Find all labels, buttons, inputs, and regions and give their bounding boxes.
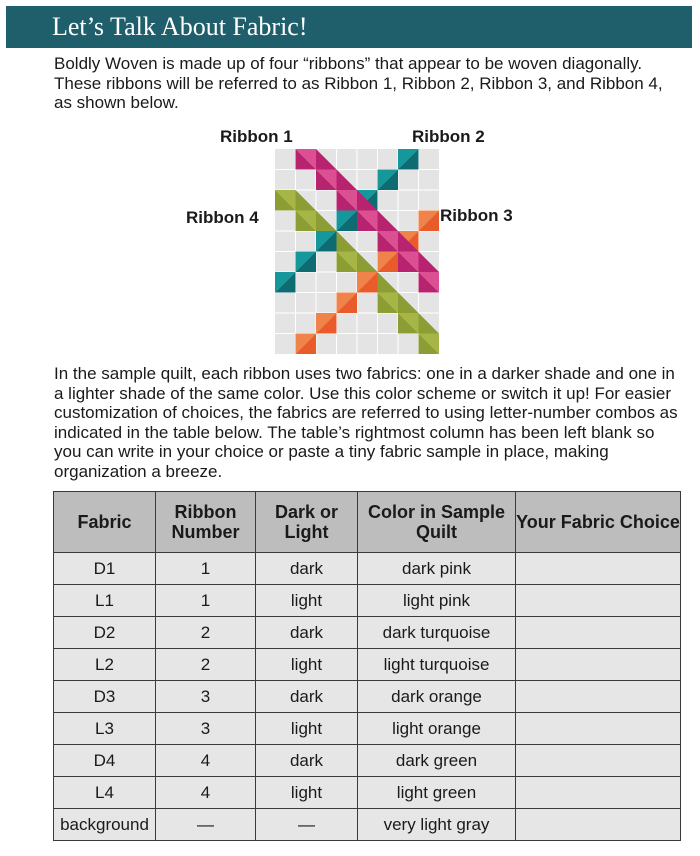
- table-row: [54, 713, 681, 745]
- cell-your-choice[interactable]: [516, 553, 681, 585]
- ribbon-2-label: Ribbon 2: [412, 127, 485, 146]
- cell-your-choice[interactable]: [516, 809, 681, 841]
- cell-your-choice[interactable]: [516, 585, 681, 617]
- cell-fabric: background: [54, 809, 156, 841]
- cell-fabric: D4: [54, 745, 156, 777]
- table-header-row: [54, 492, 681, 553]
- cell-your-choice[interactable]: [516, 681, 681, 713]
- cell-color: dark pink: [358, 553, 516, 585]
- table-row: [54, 585, 681, 617]
- cell-ribbon-number: 4: [156, 777, 256, 809]
- cell-fabric: L2: [54, 649, 156, 681]
- table-row: [54, 617, 681, 649]
- cell-your-choice[interactable]: [516, 777, 681, 809]
- cell-your-choice[interactable]: [516, 649, 681, 681]
- ribbon-1-label: Ribbon 1: [220, 127, 293, 146]
- cell-your-choice[interactable]: [516, 617, 681, 649]
- cell-ribbon-number: 4: [156, 745, 256, 777]
- header-color-in-sample: Color in Sample Quilt: [358, 492, 516, 553]
- cell-dark-or-light: —: [256, 809, 358, 841]
- intro-paragraph: Boldly Woven is made up of four “ribbons” that appear to be woven diagonally. These ribbons will be referred to as Ribbon 1, Ribbon 2, Ribbon 3, and Ribbon 4, as shown below.: [54, 54, 663, 112]
- cell-color: dark orange: [358, 681, 516, 713]
- cell-color: light orange: [358, 713, 516, 745]
- cell-fabric: D3: [54, 681, 156, 713]
- cell-fabric: L3: [54, 713, 156, 745]
- table-row: [54, 777, 681, 809]
- cell-fabric: L4: [54, 777, 156, 809]
- cell-ribbon-number: 1: [156, 585, 256, 617]
- cell-color: light green: [358, 777, 516, 809]
- cell-your-choice[interactable]: [516, 745, 681, 777]
- cell-color: dark turquoise: [358, 617, 516, 649]
- cell-ribbon-number: 1: [156, 553, 256, 585]
- table-row: [54, 809, 681, 841]
- table-row: [54, 745, 681, 777]
- cell-color: light turquoise: [358, 649, 516, 681]
- table-row: [54, 681, 681, 713]
- quilt-diagram: [275, 149, 439, 354]
- table-row: [54, 553, 681, 585]
- cell-dark-or-light: light: [256, 585, 358, 617]
- body-paragraph: In the sample quilt, each ribbon uses two fabrics: one in a darker shade and one in a lighter shade of the same color. Use this color scheme or switch it up! For easier customization of choices, the fabrics are referred to using letter-number combos as indicated in the table below. The table’s rightmost column has been left blank so you can write in your choice or paste a tiny fabric sample in place, making organization a breeze.: [54, 364, 678, 481]
- table-row: [54, 649, 681, 681]
- cell-color: dark green: [358, 745, 516, 777]
- cell-dark-or-light: light: [256, 713, 358, 745]
- header-ribbon-number: Ribbon Number: [156, 492, 256, 553]
- cell-dark-or-light: light: [256, 777, 358, 809]
- cell-ribbon-number: —: [156, 809, 256, 841]
- header-dark-or-light: Dark or Light: [256, 492, 358, 553]
- fabric-table: [53, 491, 681, 841]
- cell-dark-or-light: dark: [256, 553, 358, 585]
- cell-color: light pink: [358, 585, 516, 617]
- cell-fabric: D2: [54, 617, 156, 649]
- ribbon-4-label: Ribbon 4: [186, 208, 259, 227]
- cell-color: very light gray: [358, 809, 516, 841]
- cell-dark-or-light: dark: [256, 617, 358, 649]
- ribbon-3-label: Ribbon 3: [440, 206, 513, 225]
- cell-your-choice[interactable]: [516, 713, 681, 745]
- cell-fabric: L1: [54, 585, 156, 617]
- cell-ribbon-number: 2: [156, 649, 256, 681]
- cell-ribbon-number: 2: [156, 617, 256, 649]
- cell-dark-or-light: light: [256, 649, 358, 681]
- cell-ribbon-number: 3: [156, 713, 256, 745]
- header-fabric: Fabric: [54, 492, 156, 553]
- cell-fabric: D1: [54, 553, 156, 585]
- cell-ribbon-number: 3: [156, 681, 256, 713]
- header-your-fabric-choice: Your Fabric Choice: [516, 492, 681, 553]
- page-title: Let’s Talk About Fabric!: [6, 6, 692, 48]
- cell-dark-or-light: dark: [256, 745, 358, 777]
- cell-dark-or-light: dark: [256, 681, 358, 713]
